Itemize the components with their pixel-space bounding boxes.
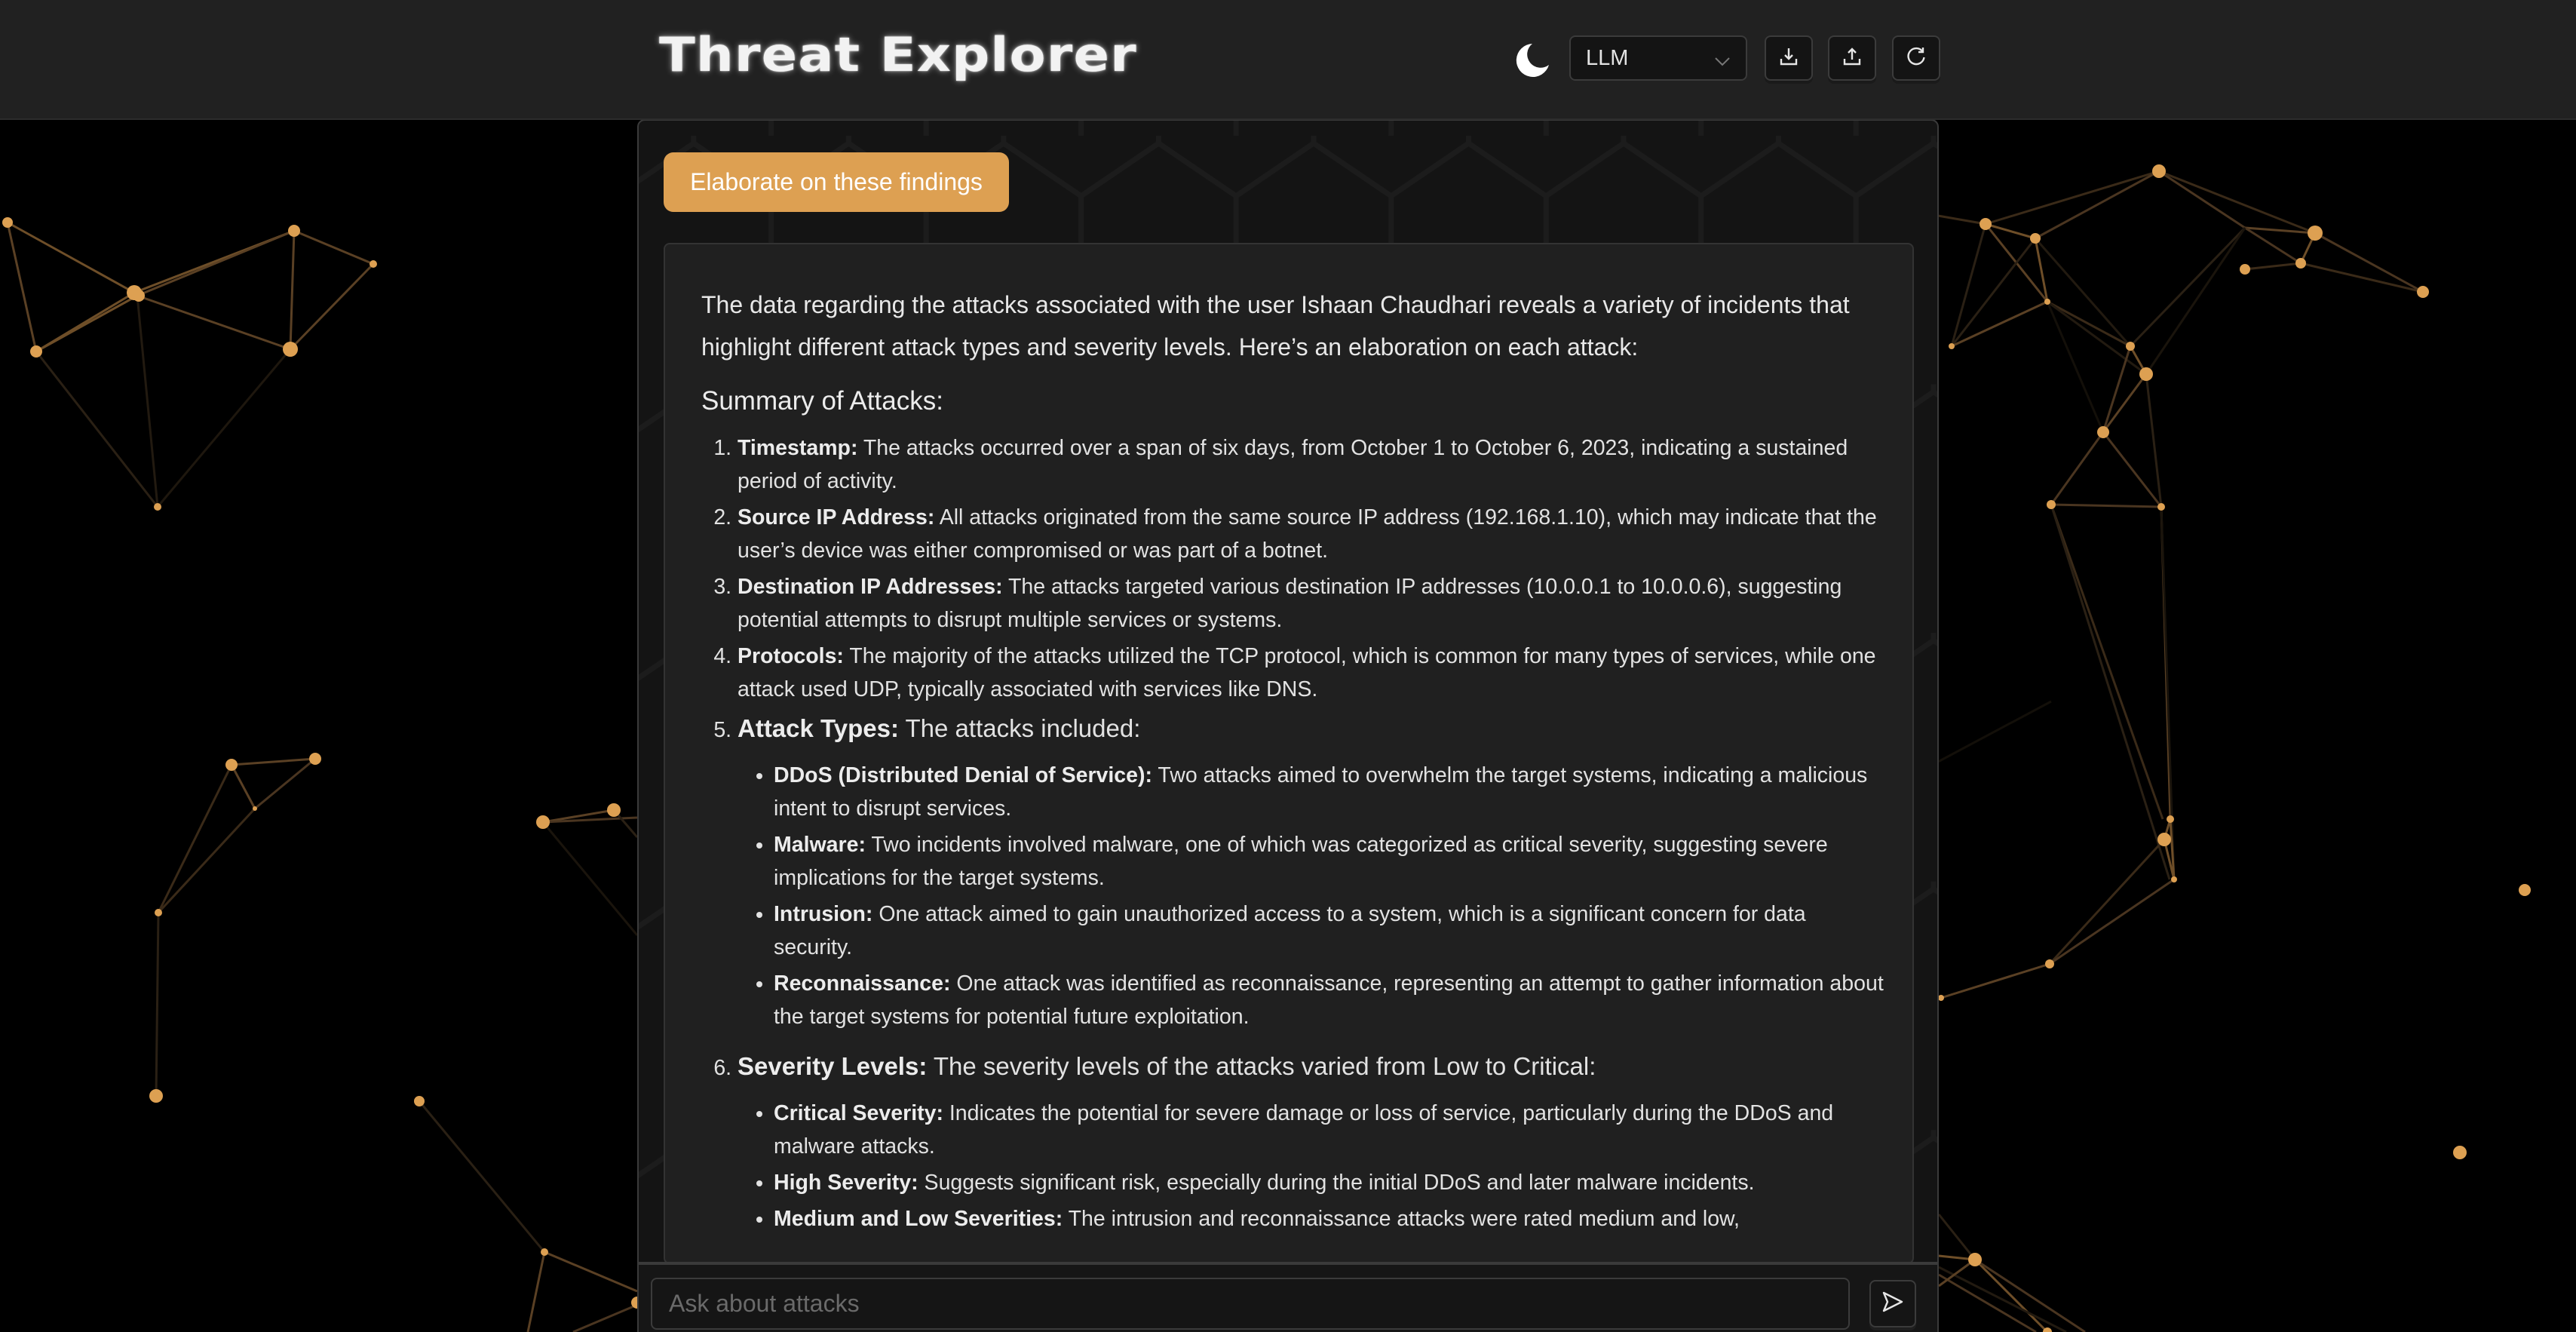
refresh-icon (1906, 46, 1927, 71)
app-title: Threat Explorer (659, 27, 1137, 82)
upload-icon (1842, 47, 1862, 70)
severity-levels-list (738, 1097, 1885, 1235)
app-header (0, 0, 2576, 120)
list-item (738, 709, 1885, 1033)
upload-button[interactable] (1828, 35, 1876, 81)
assistant-message (664, 243, 1914, 1264)
item-text: Suggests significant risk, especially during the initial DDoS and later malware incidents. (918, 1171, 1755, 1195)
item-label: Critical Severity: (774, 1101, 943, 1125)
list-item (774, 1202, 1885, 1235)
attack-summary-list (701, 431, 1885, 1235)
item-text: One attack was identified as reconnaissance, representing an attempt to gather information about the target systems for potential future exploitation. (774, 971, 1884, 1029)
model-select-value: LLM (1586, 45, 1629, 70)
item-label: Source IP Address: (738, 505, 935, 529)
item-label: Timestamp: (738, 436, 858, 460)
item-text: One attack aimed to gain unauthorized access to a system, which is a significant concern for data security. (774, 902, 1806, 959)
list-item (774, 828, 1885, 895)
list-item (738, 570, 1885, 637)
item-text: Two incidents involved malware, one of which was categorized as critical severity, suggesting severe implications for the target systems. (774, 833, 1828, 890)
list-item (774, 759, 1885, 825)
item-text: Two attacks aimed to overwhelm the target systems, indicating a malicious intent to disrupt services. (774, 763, 1868, 821)
download-button[interactable] (1765, 35, 1813, 81)
item-text: The intrusion and reconnaissance attacks were rated medium and low, (1063, 1207, 1740, 1231)
attack-types-list (738, 759, 1885, 1033)
chevron-down-icon (1714, 51, 1731, 67)
item-label: Reconnaissance: (774, 971, 951, 996)
item-label: Severity Levels: (738, 1052, 928, 1080)
list-item (774, 967, 1885, 1033)
message-intro: The data regarding the attacks associated with the user Ishaan Chaudhari reveals a variety of incidents that highlight different attack types and severity levels. Here’s an elaboration on each attack: (701, 291, 1850, 361)
send-icon (1881, 1291, 1904, 1316)
item-label: Malware: (774, 833, 866, 857)
item-label: Destination IP Addresses: (738, 575, 1003, 599)
list-item (738, 1047, 1885, 1235)
item-label: DDoS (Distributed Denial of Service): (774, 763, 1152, 787)
item-label: Medium and Low Severities: (774, 1207, 1063, 1231)
suggestion-button[interactable]: Elaborate on these findings (664, 152, 1009, 212)
list-item (774, 1097, 1885, 1163)
moon-icon[interactable] (1514, 42, 1552, 78)
chat-panel (637, 119, 1939, 1332)
message-heading: Summary of Attacks: (701, 386, 943, 416)
chat-input[interactable] (651, 1278, 1850, 1330)
list-item (774, 1166, 1885, 1199)
chat-input-bar (639, 1262, 1937, 1332)
item-label: High Severity: (774, 1171, 918, 1195)
item-label: Intrusion: (774, 902, 873, 926)
item-label: Protocols: (738, 644, 844, 668)
list-item (774, 898, 1885, 964)
item-text: The severity levels of the attacks varied from Low to Critical: (927, 1052, 1596, 1080)
send-button[interactable] (1869, 1280, 1916, 1327)
item-text: The attacks included: (898, 714, 1141, 742)
item-label: Attack Types: (738, 714, 899, 742)
list-item (738, 431, 1885, 498)
item-text: The attacks occurred over a span of six days, from October 1 to October 6, 2023, indicating a sustained period of activity. (738, 436, 1848, 493)
refresh-button[interactable] (1892, 35, 1940, 81)
model-select[interactable] (1569, 35, 1747, 81)
item-text: All attacks originated from the same source IP address (192.168.1.10), which may indicate that the user’s device was either compromised or was part of a botnet. (738, 505, 1877, 563)
item-text: The majority of the attacks utilized the TCP protocol, which is common for many types of services, while one attack used UDP, typically associated with services like DNS. (738, 644, 1876, 701)
item-text: Indicates the potential for severe damage or loss of service, particularly during the DDoS and malware attacks. (774, 1101, 1834, 1159)
list-item (738, 640, 1885, 706)
list-item (738, 501, 1885, 567)
download-icon (1779, 47, 1799, 70)
item-text: The attacks targeted various destination IP addresses (10.0.0.1 to 10.0.0.6), suggesting potential attempts to disrupt multiple services or systems. (738, 575, 1842, 632)
